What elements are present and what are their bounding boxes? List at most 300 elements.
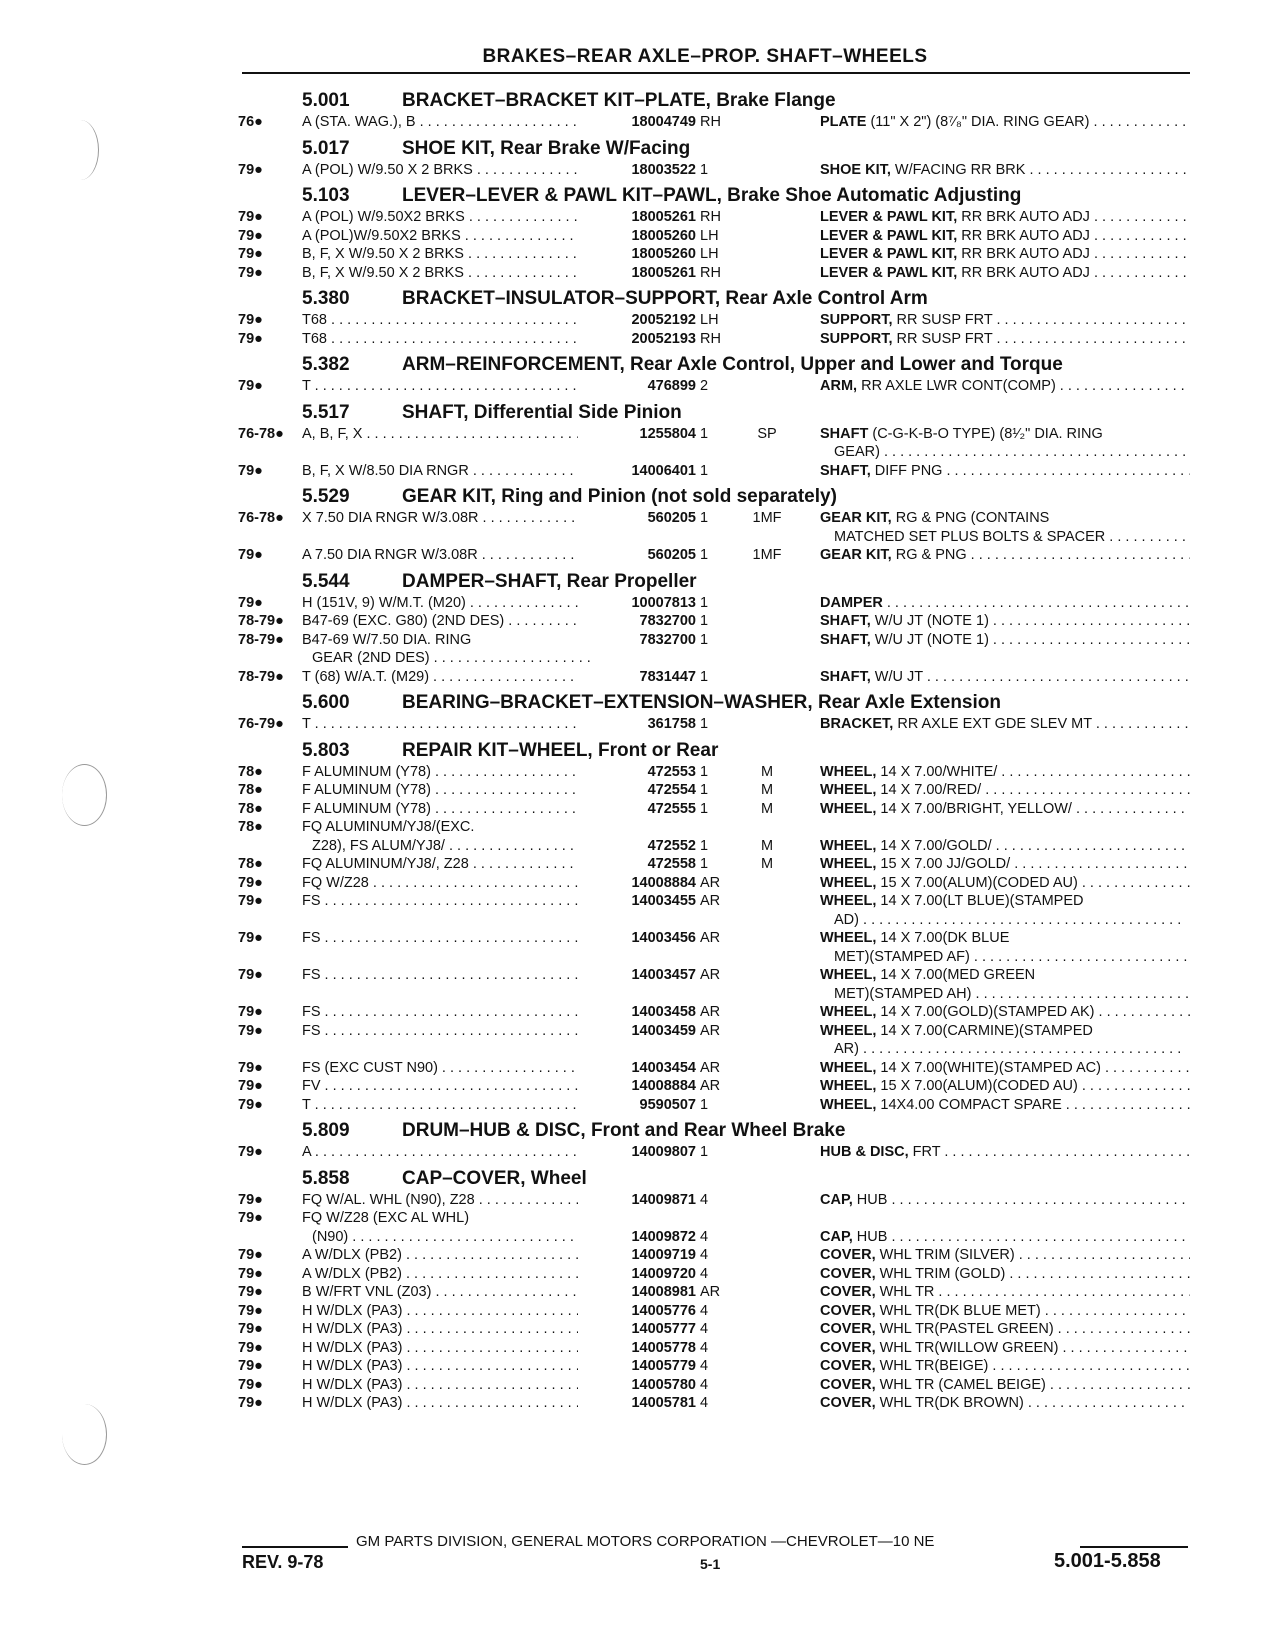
- model-year: 79●: [238, 1096, 263, 1113]
- source-code: SP: [757, 425, 777, 442]
- part-name: SHAFT,: [820, 631, 871, 648]
- model-year: 79●: [238, 1339, 263, 1356]
- part-row: [238, 330, 1198, 349]
- model-applicability-cont: Z28), FS ALUM/YJ8/ . . .: [312, 837, 592, 856]
- part-row: [238, 1302, 1198, 1321]
- part-name: WHEEL,: [820, 800, 877, 817]
- part-detail: WHL TR(DK BROWN): [875, 1395, 1024, 1411]
- part-name: WHEEL,: [820, 1096, 877, 1113]
- model-year: 78●: [238, 856, 263, 872]
- quantity: AR: [700, 930, 721, 946]
- part-description: [820, 612, 1190, 631]
- model-year: 79●: [238, 1265, 263, 1282]
- part-detail: RR BRK AUTO ADJ: [957, 264, 1090, 281]
- footer-range: 5.001-5.858: [1054, 1550, 1161, 1572]
- model-applicability: T68 . . .: [302, 330, 592, 349]
- part-description: [820, 208, 1190, 227]
- part-row: [238, 425, 1198, 462]
- section-title: CAP–COVER, Wheel: [402, 1167, 587, 1189]
- model-year: 76●: [238, 114, 263, 130]
- part-number: 14006401: [578, 462, 696, 481]
- part-row: [238, 245, 1198, 264]
- part-description: [820, 1143, 1190, 1162]
- part-name: SUPPORT,: [820, 330, 893, 347]
- part-number: 472554: [578, 781, 696, 800]
- header-rule: [242, 72, 1190, 74]
- model-year: 79●: [238, 1247, 263, 1263]
- footer-page-number: 5-1: [700, 1556, 721, 1572]
- part-number: 14008981: [578, 1283, 696, 1302]
- part-description: [820, 311, 1190, 330]
- model-applicability-cont: (N90) . . .: [312, 1228, 592, 1247]
- part-row: [238, 874, 1198, 893]
- part-description-cont: MATCHED SET PLUS BOLTS & SPACER . . .: [834, 528, 1190, 547]
- section-title: BRACKET–INSULATOR–SUPPORT, Rear Axle Control Arm: [402, 288, 928, 309]
- model-year: 79●: [238, 161, 263, 178]
- part-number: 472558: [578, 855, 696, 874]
- part-detail: 14 X 7.00(MED GREEN: [876, 967, 1036, 983]
- page-title: BRAKES–REAR AXLE–PROP. SHAFT–WHEELS: [482, 46, 928, 67]
- footer-revision: REV. 9-78: [242, 1552, 324, 1572]
- quantity: 1: [700, 462, 709, 479]
- model-applicability: F ALUMINUM (Y78) . . .: [302, 763, 592, 782]
- part-detail: (C-G-K-B-O TYPE) (8¹⁄₂" DIA. RING: [868, 425, 1103, 442]
- model-year: 79●: [238, 874, 263, 891]
- section-number: 5.017: [302, 137, 350, 159]
- section-number: 5.544: [302, 570, 350, 592]
- part-description: [820, 929, 1190, 948]
- quantity: RH: [700, 114, 721, 130]
- part-number: 18005261: [578, 264, 696, 283]
- quantity: 1: [700, 763, 709, 780]
- part-name: WHEEL,: [820, 967, 877, 983]
- part-row: [238, 1143, 1198, 1162]
- model-year: 76-78●: [238, 510, 284, 526]
- quantity: 4: [700, 1191, 709, 1208]
- model-year: 79●: [238, 378, 263, 394]
- part-row: [238, 1376, 1198, 1395]
- quantity: 4: [700, 1247, 709, 1263]
- model-year: 79●: [238, 1284, 263, 1300]
- model-applicability: F ALUMINUM (Y78) . . .: [302, 800, 592, 819]
- part-row: [238, 781, 1198, 800]
- model-applicability: A, B, F, X . . .: [302, 425, 592, 444]
- section-header: [238, 86, 1198, 113]
- section-title: SHOE KIT, Rear Brake W/Facing: [402, 137, 691, 159]
- part-detail: WHL TR(WILLOW GREEN): [875, 1339, 1059, 1356]
- part-name: WHEEL,: [820, 782, 877, 798]
- quantity: 4: [700, 1321, 709, 1337]
- part-detail: 14 X 7.00/GOLD/: [876, 837, 992, 854]
- part-number: 18005260: [578, 227, 696, 246]
- part-row: [238, 227, 1198, 246]
- model-applicability: FQ W/Z28 (EXC AL WHL): [302, 1210, 470, 1226]
- quantity: 1: [700, 425, 709, 442]
- part-row: [238, 462, 1198, 481]
- section-number: 5.001: [302, 90, 350, 111]
- quantity: 1: [700, 837, 709, 854]
- source-code: 1MF: [752, 510, 782, 526]
- section-header: [238, 181, 1198, 208]
- model-applicability: B47-69 (EXC. G80) (2ND DES) . . .: [302, 612, 592, 631]
- model-applicability: A (POL)W/9.50X2 BRKS . . .: [302, 227, 592, 246]
- source-code: M: [760, 837, 774, 854]
- model-applicability: A . . .: [302, 1143, 592, 1162]
- model-applicability: FS . . .: [302, 966, 592, 985]
- model-year: 79●: [238, 893, 263, 909]
- model-applicability: T68 . . .: [302, 311, 592, 330]
- model-year: 79●: [238, 312, 263, 328]
- part-name: COVER,: [820, 1321, 876, 1337]
- source-code: M: [760, 800, 774, 817]
- part-name: WHEEL,: [820, 893, 877, 909]
- section-number: 5.858: [302, 1167, 350, 1189]
- model-year: 79●: [238, 1376, 263, 1393]
- part-detail: 14 X 7.00(LT BLUE)(STAMPED: [876, 893, 1084, 909]
- part-name: COVER,: [820, 1376, 876, 1393]
- part-name: WHEEL,: [820, 930, 877, 946]
- part-row: [238, 966, 1198, 1003]
- model-year: 79●: [238, 462, 263, 479]
- part-number: 14005778: [578, 1339, 696, 1358]
- section-header: [238, 284, 1198, 311]
- part-detail: 15 X 7.00(ALUM)(CODED AU): [876, 1078, 1078, 1094]
- section-title: DRUM–HUB & DISC, Front and Rear Wheel Brake: [402, 1120, 846, 1141]
- part-name: WHEEL,: [820, 1022, 877, 1039]
- section-number: 5.517: [302, 401, 350, 423]
- model-applicability: FS . . .: [302, 1003, 592, 1022]
- source-code: M: [760, 782, 774, 798]
- part-row: [238, 161, 1198, 180]
- model-year: 79●: [238, 1191, 263, 1208]
- part-number: 14009871: [578, 1191, 696, 1210]
- part-name: DAMPER: [820, 594, 883, 611]
- part-name: WHEEL,: [820, 874, 877, 891]
- part-detail: RR AXLE EXT GDE SLEV MT: [893, 716, 1092, 732]
- part-name: CAP,: [820, 1191, 853, 1208]
- model-year: 79●: [238, 1358, 263, 1374]
- part-name: PLATE: [820, 114, 867, 130]
- part-description: [820, 245, 1190, 264]
- part-name: WHEEL,: [820, 1078, 877, 1094]
- part-name: WHEEL,: [820, 1059, 877, 1076]
- section-number: 5.600: [302, 692, 350, 713]
- part-name: LEVER & PAWL KIT,: [820, 227, 958, 244]
- model-applicability: A (POL) W/9.50X2 BRKS . . .: [302, 208, 592, 227]
- part-description: [820, 966, 1190, 985]
- part-description: [820, 1228, 1190, 1247]
- model-applicability: T . . .: [302, 715, 592, 734]
- model-year: 78-79●: [238, 668, 284, 685]
- footer-corporation: GM PARTS DIVISION, GENERAL MOTORS CORPORATION —CHEVROLET—10 NE: [356, 1533, 935, 1550]
- model-applicability: A W/DLX (PB2) . . .: [302, 1265, 592, 1284]
- part-description: [820, 1339, 1190, 1358]
- section-number: 5.803: [302, 739, 350, 761]
- part-description: [820, 1320, 1190, 1339]
- part-row: [238, 509, 1198, 546]
- model-year: 79●: [238, 227, 263, 244]
- part-description: [820, 462, 1190, 481]
- part-description: [820, 1077, 1190, 1096]
- model-applicability: FV . . .: [302, 1077, 592, 1096]
- part-description: [820, 594, 1190, 613]
- source-code: M: [760, 763, 774, 780]
- part-description-cont: MET)(STAMPED AH) . . .: [834, 985, 1190, 1004]
- part-detail: WHL TR(PASTEL GREEN): [875, 1321, 1054, 1337]
- quantity: LH: [700, 246, 719, 262]
- part-number: 14003455: [578, 892, 696, 911]
- part-description: [820, 546, 1190, 565]
- part-row: [238, 1265, 1198, 1284]
- source-code: M: [760, 856, 774, 872]
- part-description: [820, 264, 1190, 283]
- part-number: 14005781: [578, 1394, 696, 1413]
- model-year: 79●: [238, 330, 263, 347]
- part-description: [820, 1059, 1190, 1078]
- quantity: RH: [700, 209, 721, 225]
- part-detail: 14X4.00 COMPACT SPARE: [876, 1096, 1062, 1113]
- model-applicability-cont: GEAR (2ND DES) . . .: [312, 649, 592, 668]
- part-number: 14003456: [578, 929, 696, 948]
- part-description: [820, 668, 1190, 687]
- part-row: [238, 594, 1198, 613]
- part-row: [238, 612, 1198, 631]
- punch-hole-mark: [62, 764, 107, 826]
- model-year: 79●: [238, 1210, 263, 1226]
- part-detail: RR SUSP FRT: [892, 312, 993, 328]
- part-description: [820, 377, 1190, 396]
- section-header: [238, 1164, 1198, 1191]
- model-applicability: FQ W/Z28 . . .: [302, 874, 592, 893]
- part-description: [820, 1003, 1190, 1022]
- model-applicability: FQ W/AL. WHL (N90), Z28 . . .: [302, 1191, 592, 1210]
- model-applicability: FQ ALUMINUM/YJ8/(EXC.: [302, 819, 475, 835]
- part-description: [820, 1265, 1190, 1284]
- section-title: GEAR KIT, Ring and Pinion (not sold separately): [402, 486, 837, 507]
- part-description: [820, 837, 1190, 856]
- part-row: [238, 1246, 1198, 1265]
- part-number: 472555: [578, 800, 696, 819]
- part-row: [238, 1320, 1198, 1339]
- part-detail: RR BRK AUTO ADJ: [957, 209, 1090, 225]
- part-detail: WHL TR: [875, 1284, 935, 1300]
- section-title: ARM–REINFORCEMENT, Rear Axle Control, Upper and Lower and Torque: [402, 354, 1063, 375]
- part-number: 14003454: [578, 1059, 696, 1078]
- part-detail: HUB: [852, 1228, 888, 1245]
- section-title: REPAIR KIT–WHEEL, Front or Rear: [402, 739, 719, 761]
- part-number: 7832700: [578, 631, 696, 650]
- model-year: 76-78●: [238, 425, 284, 442]
- model-year: 78●: [238, 782, 263, 798]
- quantity: 1: [700, 668, 709, 685]
- part-description: [820, 800, 1190, 819]
- section-number: 5.382: [302, 354, 350, 375]
- part-name: LEVER & PAWL KIT,: [820, 209, 958, 225]
- part-name: COVER,: [820, 1358, 876, 1374]
- punch-hole-mark: [62, 120, 99, 180]
- part-detail: 14 X 7.00/BRIGHT, YELLOW/: [876, 800, 1072, 817]
- quantity: LH: [700, 227, 719, 244]
- model-applicability: FS . . .: [302, 892, 592, 911]
- section-header: [238, 350, 1198, 377]
- section-number: 5.809: [302, 1120, 350, 1141]
- part-description: [820, 1376, 1190, 1395]
- model-year: 79●: [238, 1321, 263, 1337]
- quantity: AR: [700, 874, 721, 891]
- model-year: 79●: [238, 1395, 263, 1411]
- part-row: [238, 715, 1198, 734]
- model-year: 78-79●: [238, 613, 284, 629]
- model-year: 79●: [238, 1059, 263, 1076]
- part-name: COVER,: [820, 1339, 876, 1356]
- part-detail: 14 X 7.00(DK BLUE: [876, 930, 1010, 946]
- section-header: [238, 567, 1198, 594]
- quantity: 1: [700, 856, 709, 872]
- part-name: HUB & DISC,: [820, 1144, 909, 1160]
- part-name: SUPPORT,: [820, 312, 893, 328]
- model-year: 79●: [238, 264, 263, 281]
- part-description: [820, 1302, 1190, 1321]
- model-applicability: FQ ALUMINUM/YJ8/, Z28 . . .: [302, 855, 592, 874]
- punch-hole-mark: [62, 1404, 107, 1465]
- part-description: [820, 161, 1190, 180]
- part-detail: WHL TR(DK BLUE MET): [875, 1302, 1041, 1319]
- model-applicability: A W/DLX (PB2) . . .: [302, 1246, 592, 1265]
- part-row: [238, 377, 1198, 396]
- part-description: [820, 855, 1190, 874]
- part-number: 14003457: [578, 966, 696, 985]
- quantity: 4: [700, 1265, 709, 1282]
- model-year: 78●: [238, 800, 263, 817]
- model-year: 79●: [238, 594, 263, 611]
- part-row: [238, 1209, 1198, 1246]
- model-applicability: H W/DLX (PA3) . . .: [302, 1394, 592, 1413]
- part-description: [820, 1246, 1190, 1265]
- quantity: RH: [700, 330, 721, 347]
- quantity: AR: [700, 1004, 721, 1020]
- part-row: [238, 631, 1198, 668]
- part-row: [238, 311, 1198, 330]
- quantity: 4: [700, 1395, 709, 1411]
- model-applicability: B W/FRT VNL (Z03) . . .: [302, 1283, 592, 1302]
- part-detail: RR SUSP FRT: [892, 330, 993, 347]
- section-title: BEARING–BRACKET–EXTENSION–WASHER, Rear Axle Extension: [402, 692, 1001, 713]
- part-description: [820, 892, 1190, 911]
- part-description: [820, 874, 1190, 893]
- quantity: 2: [700, 378, 709, 394]
- part-detail: 14 X 7.00/WHITE/: [876, 763, 998, 780]
- part-row: [238, 929, 1198, 966]
- model-applicability: T . . .: [302, 1096, 592, 1115]
- part-description: [820, 631, 1190, 650]
- quantity: 4: [700, 1339, 709, 1356]
- part-detail: WHL TRIM (GOLD): [875, 1265, 1006, 1282]
- part-number: 14003458: [578, 1003, 696, 1022]
- part-name: COVER,: [820, 1284, 876, 1300]
- quantity: 1: [700, 1144, 709, 1160]
- part-description: [820, 1191, 1190, 1210]
- part-name: SHOE KIT,: [820, 161, 891, 178]
- part-number: 14005777: [578, 1320, 696, 1339]
- part-row: [238, 668, 1198, 687]
- part-detail: RR BRK AUTO ADJ: [957, 246, 1090, 262]
- part-detail: 14 X 7.00/RED/: [876, 782, 982, 798]
- part-number: 472553: [578, 763, 696, 782]
- part-detail: WHL TR (CAMEL BEIGE): [875, 1376, 1046, 1393]
- model-applicability: H W/DLX (PA3) . . .: [302, 1320, 592, 1339]
- quantity: LH: [700, 312, 719, 328]
- quantity: 1: [700, 547, 709, 563]
- part-detail: RG & PNG: [891, 547, 967, 563]
- part-number: 361758: [578, 715, 696, 734]
- section-header: [238, 134, 1198, 161]
- quantity: AR: [700, 1078, 721, 1094]
- part-number: 560205: [578, 546, 696, 565]
- part-name: SHAFT,: [820, 668, 871, 685]
- part-row: [238, 1191, 1198, 1210]
- part-row: [238, 1339, 1198, 1358]
- part-row: [238, 1357, 1198, 1376]
- section-header: [238, 688, 1198, 715]
- part-number: 14003459: [578, 1022, 696, 1041]
- part-description-cont: MET)(STAMPED AF) . . .: [834, 948, 1190, 967]
- part-row: [238, 1022, 1198, 1059]
- part-name: WHEEL,: [820, 837, 877, 854]
- part-number: 18005261: [578, 208, 696, 227]
- part-name: SHAFT: [820, 425, 869, 442]
- model-year: 78●: [238, 819, 263, 835]
- model-applicability: FS . . .: [302, 1022, 592, 1041]
- part-name: BRACKET,: [820, 716, 894, 732]
- model-applicability: A (STA. WAG.), B . . .: [302, 113, 592, 132]
- part-row: [238, 1077, 1198, 1096]
- model-year: 79●: [238, 246, 263, 262]
- quantity: AR: [700, 1284, 721, 1300]
- part-name: COVER,: [820, 1265, 876, 1282]
- part-row: [238, 208, 1198, 227]
- part-description-cont: AD) . . .: [834, 911, 1190, 930]
- part-number: 20052193: [578, 330, 696, 349]
- section-title: DAMPER–SHAFT, Rear Propeller: [402, 570, 697, 592]
- section-number: 5.529: [302, 486, 350, 507]
- part-number: 18003522: [578, 161, 696, 180]
- section-header: [238, 736, 1198, 763]
- quantity: AR: [700, 893, 721, 909]
- part-detail: DIFF PNG: [870, 462, 943, 479]
- part-row: [238, 892, 1198, 929]
- part-number: 14008884: [578, 874, 696, 893]
- part-name: SHAFT,: [820, 462, 871, 479]
- model-applicability: B, F, X W/9.50 X 2 BRKS . . .: [302, 264, 592, 283]
- part-name: GEAR KIT,: [820, 547, 892, 563]
- part-detail: W/U JT (NOTE 1): [870, 631, 989, 648]
- part-number: 14009720: [578, 1265, 696, 1284]
- quantity: AR: [700, 967, 721, 983]
- part-description: [820, 715, 1190, 734]
- model-applicability: H W/DLX (PA3) . . .: [302, 1376, 592, 1395]
- quantity: 1: [700, 1096, 709, 1113]
- part-name: LEVER & PAWL KIT,: [820, 264, 958, 281]
- part-number: 14005780: [578, 1376, 696, 1395]
- section-number: 5.103: [302, 185, 350, 206]
- model-applicability: A 7.50 DIA RNGR W/3.08R . . .: [302, 546, 592, 565]
- quantity: 1: [700, 510, 709, 526]
- quantity: 4: [700, 1376, 709, 1393]
- model-year: 79●: [238, 1302, 263, 1319]
- quantity: 1: [700, 782, 709, 798]
- model-applicability: H W/DLX (PA3) . . .: [302, 1302, 592, 1321]
- part-name: WHEEL,: [820, 763, 877, 780]
